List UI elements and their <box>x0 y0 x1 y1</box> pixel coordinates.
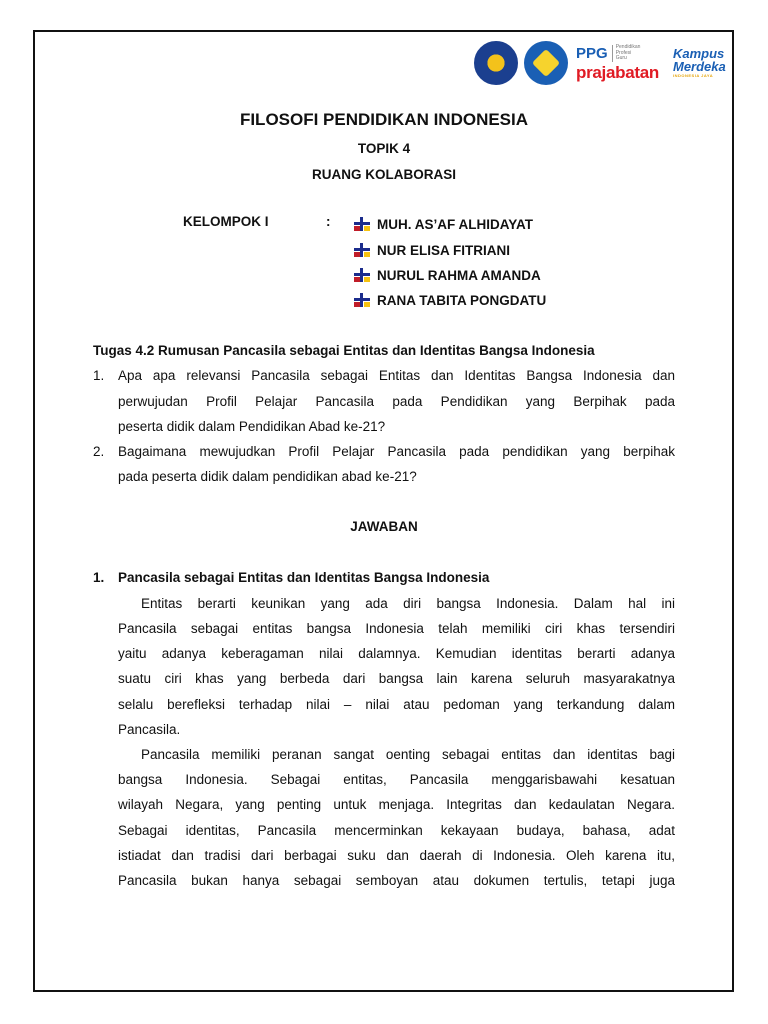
group-label: KELOMPOK I <box>183 214 269 229</box>
university-logo <box>474 41 518 85</box>
question-line: perwujudan Profil Pelajar Pancasila pada Pendidikan yang Berpihak pada <box>118 394 675 409</box>
ppg-abbr: PPG <box>576 45 608 62</box>
paragraph-line: Pancasila memiliki peranan sangat oenting sebagai entitas dan identitas bagi <box>141 747 675 762</box>
kampus-line2: Merdeka <box>672 58 726 74</box>
ppg-note: Pendidikan Profesi Guru <box>612 45 638 62</box>
bullet-icon <box>354 267 370 283</box>
topic-label: TOPIK 4 <box>357 141 411 156</box>
member-name: RANA TABITA PONGDATU <box>377 292 547 308</box>
paragraph-line: yaitu adanya keberagaman nilai dalamnya. Kemudian identitas berarti adanya <box>118 646 675 661</box>
bullet-icon <box>354 216 370 232</box>
header-logos <box>474 40 726 86</box>
member-item <box>354 240 510 260</box>
paragraph-line: Pancasila. <box>118 722 181 737</box>
task-heading: Tugas 4.2 Rumusan Pancasila sebagai Entitas dan Identitas Bangsa Indonesia <box>93 343 595 358</box>
kampus-line1: Kampus <box>672 46 725 62</box>
paragraph-line: Entitas berarti keunikan yang ada diri bangsa Indonesia. Dalam hal ini <box>141 596 675 611</box>
member-name: NUR ELISA FITRIANI <box>377 242 510 258</box>
bullet-icon <box>354 292 370 308</box>
paragraph-line: selalu berefleksi terhadap nilai – nilai atau pedoman yang terkandung dalam <box>118 697 675 712</box>
member-name: MUH. AS’AF ALHIDAYAT <box>377 216 534 232</box>
group-colon: : <box>326 214 331 229</box>
paragraph-line: Sebagai identitas, Pancasila mencerminkan kekayaan budaya, bahasa, adat <box>118 823 675 838</box>
paragraph-line: Pancasila sebagai entitas bangsa Indonesia telah memiliki ciri khas tersendiri <box>118 621 675 636</box>
document-title: FILOSOFI PENDIDIKAN INDONESIA <box>239 110 529 129</box>
question-line: Bagaimana mewujudkan Profil Pelajar Pancasila pada pendidikan yang berpihak <box>118 444 675 459</box>
tut-wuri-handayani-logo <box>524 41 568 85</box>
question-number: 1. <box>93 368 105 383</box>
answer-section-number: 1. <box>93 570 105 585</box>
kampus-merdeka-logo <box>673 48 726 77</box>
question-line: Apa apa relevansi Pancasila sebagai Entitas dan Identitas Bangsa Indonesia dan <box>118 368 675 383</box>
subtitle: RUANG KOLABORASI <box>312 167 456 182</box>
bullet-icon <box>354 242 370 258</box>
member-item <box>354 290 546 310</box>
ppg-word: prajabatan <box>576 62 659 82</box>
member-item <box>354 265 541 285</box>
paragraph-line: wilayah Negara, yang penting untuk menjaga. Integritas dan kedaulatan Negara. <box>118 797 675 812</box>
member-name: NURUL RAHMA AMANDA <box>377 267 541 283</box>
paragraph-line: suatu ciri khas yang berbeda dari bangsa lain karena seluruh masyarakatnya <box>118 671 675 686</box>
kampus-sub: INDONESIA JAYA <box>672 72 714 78</box>
answer-heading: JAWABAN <box>350 519 418 534</box>
paragraph-line: istiadat dan tradisi dari berbagai suku dan daerah di Indonesia. Oleh karena itu, <box>118 848 675 863</box>
answer-section-title: Pancasila sebagai Entitas dan Identitas Bangsa Indonesia <box>118 570 490 585</box>
question-line: pada peserta didik dalam pendidikan abad ke-21? <box>118 469 417 484</box>
paragraph-line: bangsa Indonesia. Sebagai entitas, Pancasila menggarisbawahi kesatuan <box>118 772 675 787</box>
question-number: 2. <box>93 444 105 459</box>
member-item <box>354 214 533 234</box>
ppg-prajabatan-logo <box>576 45 659 81</box>
question-line: peserta didik dalam Pendidikan Abad ke-21? <box>118 419 386 434</box>
paragraph-line: Pancasila bukan hanya sebagai semboyan atau dokumen tertulis, tetapi juga <box>118 873 675 888</box>
